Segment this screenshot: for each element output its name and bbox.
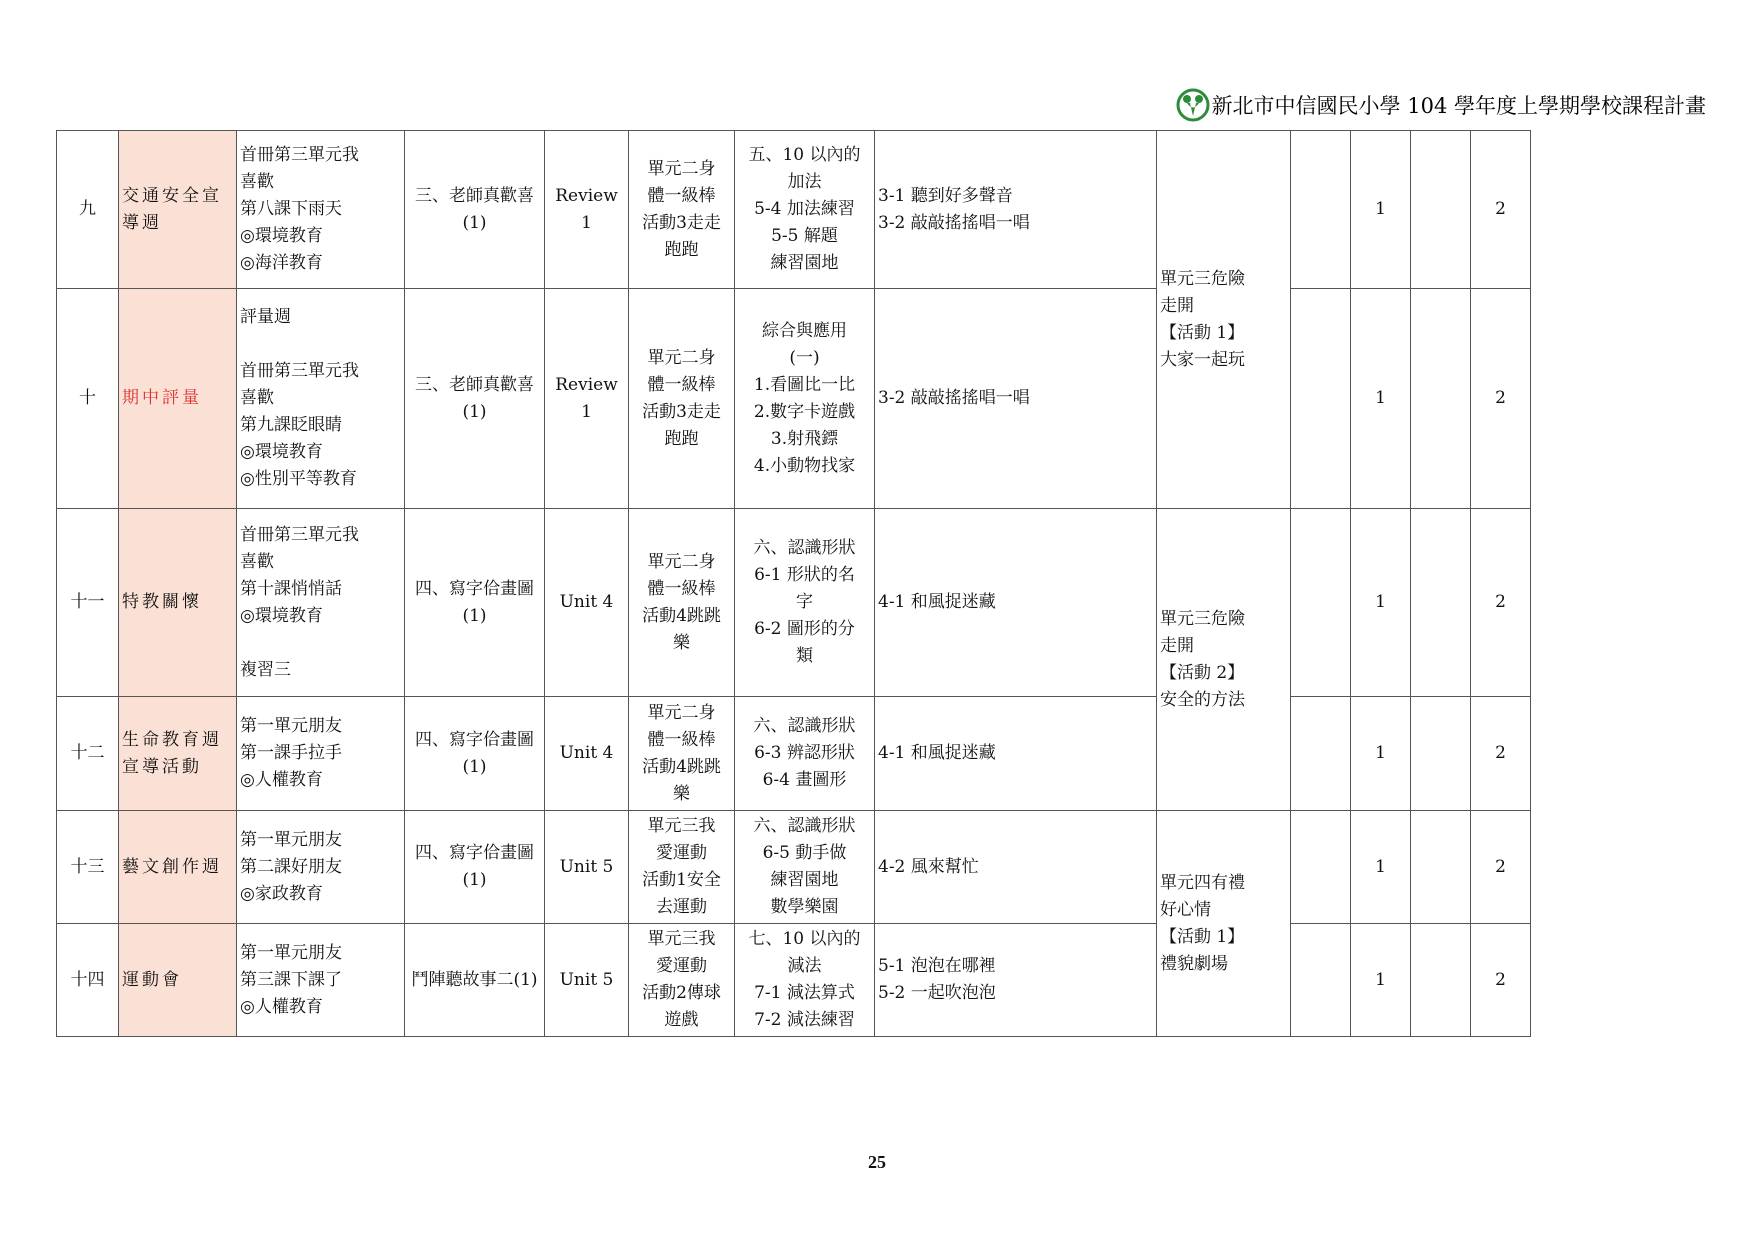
pe-cell-line: 體一級棒 bbox=[647, 185, 716, 206]
col-d-cell: 2 bbox=[1471, 131, 1531, 289]
music-cell bbox=[875, 289, 1157, 509]
chinese-cell-line: 第一單元朋友 bbox=[240, 942, 342, 963]
pe-cell bbox=[629, 924, 735, 1037]
table-row bbox=[57, 289, 1531, 509]
col-a-cell bbox=[1291, 289, 1351, 509]
pe-cell-line: 跑跑 bbox=[664, 239, 699, 260]
pe-cell-line: 樂 bbox=[673, 632, 690, 653]
theme-cell: 藝文創作週 bbox=[119, 811, 237, 924]
life-cell bbox=[1157, 509, 1291, 811]
chinese-cell-line: ◎環境教育 bbox=[240, 442, 323, 462]
english-cell-line: Review bbox=[555, 374, 618, 395]
pe-cell-line: 活動3走走 bbox=[642, 401, 721, 422]
math-cell-line: 五、10 以內的 bbox=[748, 145, 861, 165]
math-cell-line: 1.看圖比一比 bbox=[753, 374, 856, 395]
pe-cell-line: 單元三我 bbox=[647, 929, 716, 949]
music-cell-line: 5-2 一起吹泡泡 bbox=[878, 983, 996, 1003]
chinese-cell-line bbox=[240, 630, 401, 657]
math-cell bbox=[735, 289, 875, 509]
life-cell-line: 【活動 1】 bbox=[1160, 926, 1245, 947]
col-a-cell bbox=[1291, 509, 1351, 697]
pe-cell-line: 愛運動 bbox=[656, 956, 707, 976]
pe-cell-line: 單元二身 bbox=[647, 347, 716, 368]
pe-cell bbox=[629, 811, 735, 924]
col-c-cell bbox=[1411, 131, 1471, 289]
english-cell-line: Unit 4 bbox=[559, 743, 614, 763]
music-cell bbox=[875, 697, 1157, 811]
page-number: 25 bbox=[868, 1152, 886, 1172]
english-cell bbox=[545, 289, 629, 509]
col-c-cell bbox=[1411, 289, 1471, 509]
chinese-cell-line: 首冊第三單元我 bbox=[240, 145, 359, 165]
life-cell-line: 單元三危險 bbox=[1160, 268, 1245, 289]
math-cell-line: 六、認識形狀 bbox=[753, 716, 856, 736]
pe-cell-line: 活動4跳跳 bbox=[642, 605, 721, 626]
music-cell-line: 3-2 敲敲搖搖唱一唱 bbox=[878, 388, 1030, 408]
english-cell-line: Unit 4 bbox=[559, 592, 614, 612]
math-cell-line: 5-4 加法練習 bbox=[754, 199, 855, 219]
col-a-cell bbox=[1291, 924, 1351, 1037]
pe-cell-line: 活動3走走 bbox=[642, 212, 721, 233]
pe-cell-line: 樂 bbox=[673, 783, 690, 804]
math-cell-line: 七、10 以內的 bbox=[748, 929, 861, 949]
math-cell-line: 六、認識形狀 bbox=[753, 538, 856, 558]
col-d-cell: 2 bbox=[1471, 811, 1531, 924]
chinese-cell-line: 首冊第三單元我 bbox=[240, 524, 359, 545]
course-plan-table bbox=[56, 130, 1531, 1037]
chinese-cell-line: 第八課下雨天 bbox=[240, 199, 342, 219]
math-cell-line: (一) bbox=[789, 347, 820, 368]
chinese-cell-line: 喜歡 bbox=[240, 551, 274, 572]
math-cell bbox=[735, 924, 875, 1037]
pe-cell-line: 愛運動 bbox=[656, 843, 707, 863]
col-b-cell: 1 bbox=[1351, 811, 1411, 924]
life-cell-line: 單元四有禮 bbox=[1160, 872, 1245, 893]
col-c-cell bbox=[1411, 509, 1471, 697]
col-c-cell bbox=[1411, 811, 1471, 924]
theme-cell: 運動會 bbox=[119, 924, 237, 1037]
math-cell-line: 6-5 動手做 bbox=[762, 843, 847, 863]
theme-cell: 交通安全宣導週 bbox=[119, 131, 237, 289]
math-cell bbox=[735, 509, 875, 697]
chinese-cell-line: 首冊第三單元我 bbox=[240, 361, 359, 381]
chinese-cell-line: 複習三 bbox=[240, 659, 291, 680]
chinese-cell-line: ◎人權教育 bbox=[240, 996, 323, 1017]
reading-cell: 四、寫字佮畫圖(1) bbox=[405, 509, 545, 697]
english-cell-line: 1 bbox=[581, 401, 592, 422]
chinese-cell-line: 第二課好朋友 bbox=[240, 856, 342, 877]
math-cell-line: 綜合與應用 bbox=[762, 320, 847, 341]
pe-cell-line: 單元二身 bbox=[647, 158, 716, 179]
chinese-cell-line: ◎海洋教育 bbox=[240, 253, 323, 273]
pe-cell-line: 遊戲 bbox=[664, 1010, 699, 1030]
table-row bbox=[57, 924, 1531, 1037]
pe-cell bbox=[629, 509, 735, 697]
chinese-cell bbox=[237, 924, 405, 1037]
school-logo-icon bbox=[1176, 88, 1210, 122]
math-cell-line: 5-5 解題 bbox=[771, 226, 838, 246]
week-cell: 十 bbox=[57, 289, 119, 509]
music-cell-line: 3-2 敲敲搖搖唱一唱 bbox=[878, 212, 1030, 233]
col-a-cell bbox=[1291, 697, 1351, 811]
chinese-cell-line: 第十課悄悄話 bbox=[240, 578, 342, 599]
music-cell bbox=[875, 811, 1157, 924]
chinese-cell-line: 第九課眨眼睛 bbox=[240, 415, 342, 435]
chinese-cell-line: 評量週 bbox=[240, 307, 291, 327]
page-header bbox=[1176, 88, 1706, 122]
english-cell-line: Unit 5 bbox=[559, 856, 614, 877]
life-cell-line: 單元三危險 bbox=[1160, 608, 1245, 629]
chinese-cell-line: ◎家政教育 bbox=[240, 883, 323, 904]
english-cell-line: Unit 5 bbox=[559, 969, 614, 990]
music-cell-line: 4-1 和風捉迷藏 bbox=[878, 592, 996, 612]
english-cell bbox=[545, 924, 629, 1037]
week-cell: 十三 bbox=[57, 811, 119, 924]
theme-cell: 特教關懷 bbox=[119, 509, 237, 697]
chinese-cell-line: 喜歡 bbox=[240, 172, 274, 192]
math-cell-line: 3.射飛鏢 bbox=[770, 428, 839, 449]
life-cell-line: 好心情 bbox=[1160, 899, 1211, 920]
pe-cell bbox=[629, 289, 735, 509]
col-d-cell: 2 bbox=[1471, 289, 1531, 509]
english-cell bbox=[545, 697, 629, 811]
col-d-cell: 2 bbox=[1471, 509, 1531, 697]
math-cell-line: 減法 bbox=[787, 956, 822, 976]
pe-cell-line: 單元三我 bbox=[647, 816, 716, 836]
chinese-cell-line: ◎性別平等教育 bbox=[240, 469, 357, 489]
chinese-cell-line: 第一單元朋友 bbox=[240, 829, 342, 850]
reading-cell: 四、寫字佮畫圖(1) bbox=[405, 811, 545, 924]
week-cell: 九 bbox=[57, 131, 119, 289]
english-cell bbox=[545, 131, 629, 289]
math-cell-line: 6-3 辨認形狀 bbox=[754, 743, 855, 763]
music-cell bbox=[875, 509, 1157, 697]
table-row bbox=[57, 131, 1531, 289]
life-cell-line: 走開 bbox=[1160, 635, 1194, 656]
col-c-cell bbox=[1411, 697, 1471, 811]
col-a-cell bbox=[1291, 811, 1351, 924]
col-b-cell: 1 bbox=[1351, 509, 1411, 697]
math-cell-line: 7-2 減法練習 bbox=[754, 1010, 855, 1030]
pe-cell-line: 體一級棒 bbox=[647, 578, 716, 599]
math-cell-line: 字 bbox=[796, 592, 813, 612]
chinese-cell-line: 第一課手拉手 bbox=[240, 743, 342, 763]
col-d-cell: 2 bbox=[1471, 697, 1531, 811]
math-cell bbox=[735, 697, 875, 811]
pe-cell-line: 單元二身 bbox=[647, 702, 716, 723]
theme-cell: 期中評量 bbox=[119, 289, 237, 509]
chinese-cell bbox=[237, 811, 405, 924]
math-cell-line: 練習園地 bbox=[770, 870, 839, 890]
math-cell-line: 4.小動物找家 bbox=[753, 455, 856, 476]
week-cell: 十二 bbox=[57, 697, 119, 811]
math-cell-line: 6-4 畫圖形 bbox=[762, 770, 847, 790]
col-c-cell bbox=[1411, 924, 1471, 1037]
theme-cell: 生命教育週宣導活動 bbox=[119, 697, 237, 811]
pe-cell-line: 體一級棒 bbox=[647, 729, 716, 750]
english-cell-line: Review bbox=[555, 185, 618, 206]
music-cell bbox=[875, 131, 1157, 289]
pe-cell bbox=[629, 131, 735, 289]
music-cell-line: 4-2 風來幫忙 bbox=[878, 856, 979, 877]
chinese-cell-line: 喜歡 bbox=[240, 388, 274, 408]
reading-cell: 四、寫字佮畫圖(1) bbox=[405, 697, 545, 811]
pe-cell-line: 活動1安全 bbox=[642, 870, 721, 890]
col-b-cell: 1 bbox=[1351, 289, 1411, 509]
music-cell bbox=[875, 924, 1157, 1037]
chinese-cell-line bbox=[240, 331, 401, 358]
col-a-cell bbox=[1291, 131, 1351, 289]
life-cell-line: 走開 bbox=[1160, 295, 1194, 316]
col-d-cell: 2 bbox=[1471, 924, 1531, 1037]
math-cell-line: 7-1 減法算式 bbox=[754, 983, 855, 1003]
english-cell-line: 1 bbox=[581, 212, 592, 233]
math-cell-line: 加法 bbox=[787, 172, 822, 192]
pe-cell-line: 活動4跳跳 bbox=[642, 756, 721, 777]
music-cell-line: 4-1 和風捉迷藏 bbox=[878, 743, 996, 763]
chinese-cell-line: ◎環境教育 bbox=[240, 605, 323, 626]
music-cell-line: 3-1 聽到好多聲音 bbox=[878, 185, 1013, 206]
col-b-cell: 1 bbox=[1351, 131, 1411, 289]
math-cell bbox=[735, 811, 875, 924]
chinese-cell bbox=[237, 697, 405, 811]
life-cell bbox=[1157, 131, 1291, 509]
math-cell-line: 練習園地 bbox=[770, 253, 839, 273]
header-title: 新北市中信國民小學 104 學年度上學期學校課程計畫 bbox=[1211, 94, 1706, 118]
pe-cell-line: 體一級棒 bbox=[647, 374, 716, 395]
math-cell-line: 2.數字卡遊戲 bbox=[753, 401, 856, 422]
reading-cell: 鬥陣聽故事二(1) bbox=[405, 924, 545, 1037]
chinese-cell bbox=[237, 131, 405, 289]
week-cell: 十一 bbox=[57, 509, 119, 697]
life-cell-line: 安全的方法 bbox=[1160, 689, 1245, 710]
chinese-cell-line: 第三課下課了 bbox=[240, 969, 342, 990]
col-b-cell: 1 bbox=[1351, 924, 1411, 1037]
math-cell-line: 6-2 圖形的分 bbox=[754, 619, 855, 639]
life-cell-line: 【活動 1】 bbox=[1160, 322, 1245, 343]
reading-cell: 三、老師真歡喜(1) bbox=[405, 289, 545, 509]
english-cell bbox=[545, 811, 629, 924]
chinese-cell bbox=[237, 289, 405, 509]
life-cell-line: 大家一起玩 bbox=[1160, 349, 1245, 370]
table-row bbox=[57, 697, 1531, 811]
chinese-cell-line: 第一單元朋友 bbox=[240, 716, 342, 736]
table-row bbox=[57, 509, 1531, 697]
chinese-cell-line: ◎環境教育 bbox=[240, 226, 323, 246]
pe-cell-line: 活動2傳球 bbox=[642, 983, 721, 1003]
life-cell-line: 禮貌劇場 bbox=[1160, 953, 1228, 974]
english-cell bbox=[545, 509, 629, 697]
pe-cell-line: 單元二身 bbox=[647, 551, 716, 572]
week-cell: 十四 bbox=[57, 924, 119, 1037]
math-cell-line: 6-1 形狀的名 bbox=[754, 565, 855, 585]
music-cell-line: 5-1 泡泡在哪裡 bbox=[878, 956, 996, 976]
chinese-cell-line: ◎人權教育 bbox=[240, 770, 323, 790]
life-cell-line: 【活動 2】 bbox=[1160, 662, 1245, 683]
col-b-cell: 1 bbox=[1351, 697, 1411, 811]
math-cell-line: 類 bbox=[796, 646, 813, 666]
pe-cell bbox=[629, 697, 735, 811]
math-cell-line: 數學樂園 bbox=[770, 897, 839, 917]
life-cell bbox=[1157, 811, 1291, 1037]
pe-cell-line: 跑跑 bbox=[664, 428, 699, 449]
table-row bbox=[57, 811, 1531, 924]
pe-cell-line: 去運動 bbox=[656, 897, 707, 917]
chinese-cell bbox=[237, 509, 405, 697]
math-cell-line: 六、認識形狀 bbox=[753, 816, 856, 836]
reading-cell: 三、老師真歡喜(1) bbox=[405, 131, 545, 289]
math-cell bbox=[735, 131, 875, 289]
